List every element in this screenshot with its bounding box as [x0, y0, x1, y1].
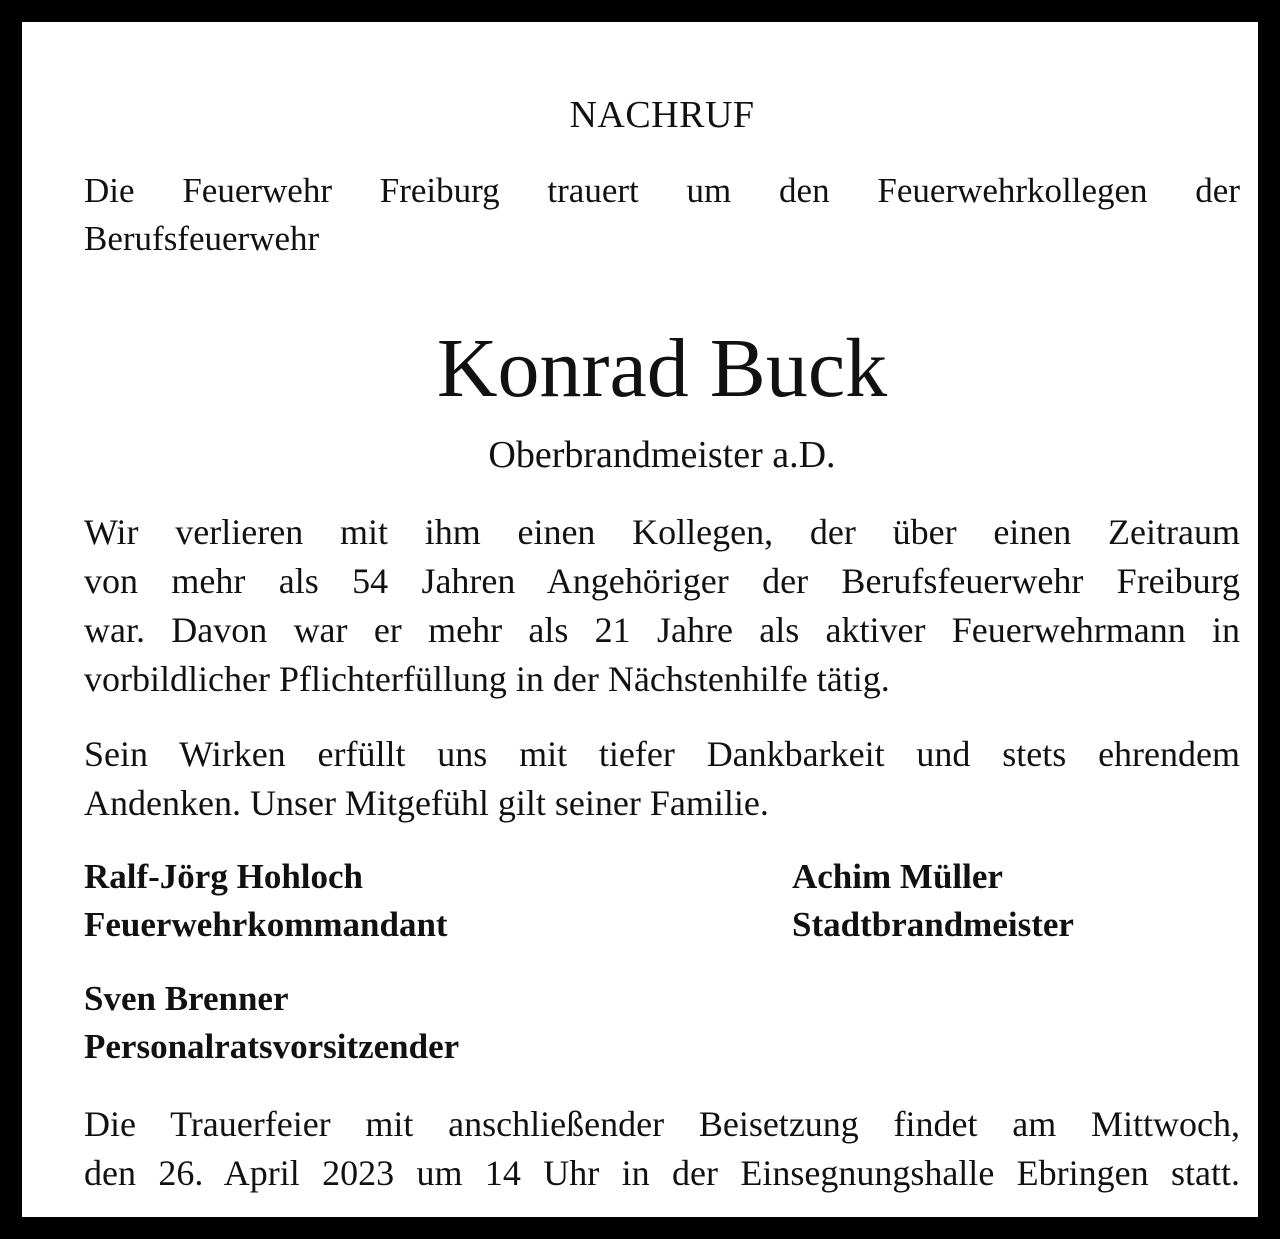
funeral-line: Die Trauerfeier mit anschließender Beisetzung findet am Mittwoch, [84, 1104, 1240, 1144]
intro-line: Die Feuerwehr Freiburg trauert um den Feuerwehrkollegen der [84, 171, 1240, 210]
signatory-title: Stadtbrandmeister [792, 905, 1074, 944]
intro-line: Berufsfeuerwehr [84, 219, 320, 258]
signatory-block [84, 853, 448, 949]
notice-heading: NACHRUF [569, 94, 755, 136]
deceased-rank: Oberbrandmeister a.D. [488, 434, 836, 476]
signatory-title: Feuerwehrkommandant [84, 905, 448, 944]
tribute-line: von mehr als 54 Jahren Angehöriger der Berufsfeuerwehr Freiburg [84, 561, 1240, 601]
deceased-name: Konrad Buck [436, 322, 888, 415]
tribute-line: vorbildlicher Pflichterfüllung in der Nächstenhilfe tätig. [84, 659, 890, 699]
intro-paragraph [84, 167, 1240, 263]
funeral-paragraph [84, 1100, 1240, 1198]
gratitude-line: Andenken. Unser Mitgefühl gilt seiner Familie. [84, 783, 769, 823]
signatory-name: Sven Brenner [84, 979, 289, 1018]
gratitude-paragraph [84, 730, 1240, 828]
gratitude-line: Sein Wirken erfüllt uns mit tiefer Dankbarkeit und stets ehrendem [84, 734, 1240, 774]
tribute-line: Wir verlieren mit ihm einen Kollegen, der über einen Zeitraum [84, 512, 1240, 552]
tribute-paragraph [84, 508, 1240, 704]
signatory-title: Personalratsvorsitzender [84, 1027, 460, 1066]
signatory-name: Ralf-Jörg Hohloch [84, 857, 364, 896]
signatory-block [84, 975, 459, 1071]
signatory-block [792, 853, 1074, 949]
funeral-line: den 26. April 2023 um 14 Uhr in der Einsegnungshalle Ebringen statt. [84, 1153, 1240, 1193]
tribute-line: war. Davon war er mehr als 21 Jahre als aktiver Feuerwehrmann in [84, 610, 1240, 650]
signatory-name: Achim Müller [792, 857, 1003, 896]
